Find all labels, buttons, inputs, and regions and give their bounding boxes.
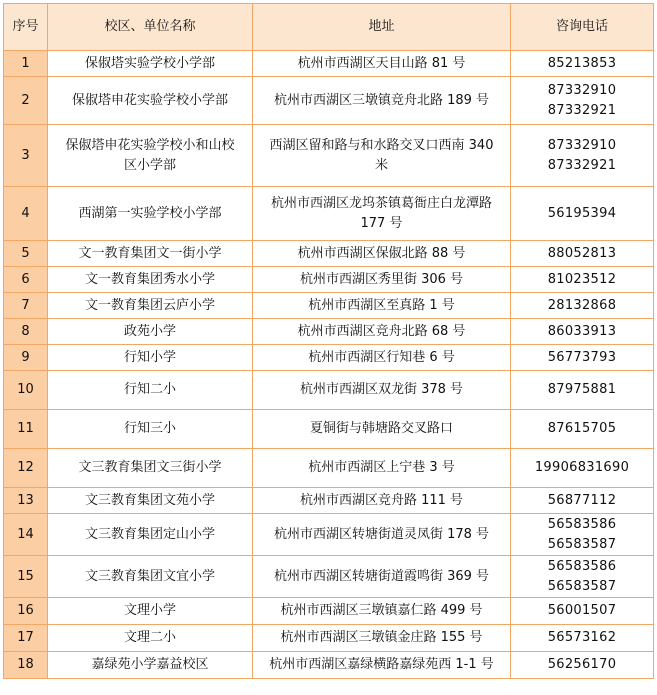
school-name-cell: [48, 241, 253, 267]
row-index: 10: [4, 371, 48, 410]
school-name-cell-line: 文一教育集团云庐小学: [84, 297, 215, 313]
address-cell-line: 杭州市西湖区行知巷 6 号: [308, 349, 455, 365]
school-name-cell-line: 文三教育集团文苑小学: [84, 492, 215, 508]
address-cell: [253, 625, 511, 652]
phone-cell: [511, 77, 654, 125]
phone-cell: [511, 241, 654, 267]
address-cell-line: 177 号: [360, 215, 403, 231]
address-cell-line: 杭州市西湖区秀里街 306 号: [299, 271, 464, 287]
address-cell-line: 杭州市西湖区嘉绿横路嘉绿苑西 1-1 号: [269, 657, 494, 672]
row-index: 13: [4, 488, 48, 514]
school-name-cell: [48, 345, 253, 371]
phone-cell-line: 28132868: [547, 297, 617, 313]
table-row: [4, 514, 654, 556]
address-cell: [253, 293, 511, 319]
row-index: 14: [4, 514, 48, 556]
phone-cell: [511, 449, 654, 488]
school-name-cell-line: 行知小学: [123, 349, 176, 365]
phone-cell: [511, 293, 654, 319]
address-cell: [253, 514, 511, 556]
address-cell: [253, 77, 511, 125]
phone-cell: [511, 652, 654, 679]
school-name-cell-line: 文理二小: [123, 630, 176, 645]
table-row: [4, 345, 654, 371]
school-name-cell-line: 保俶塔实验学校小学部: [84, 55, 215, 71]
address-cell-line: 杭州市西湖区转塘街道霞鸣街 369 号: [273, 568, 490, 584]
header-row: [4, 4, 654, 51]
phone-cell-line: 56877112: [547, 492, 617, 508]
table-row: [4, 293, 654, 319]
address-cell-line: 杭州市西湖区至真路 1 号: [308, 297, 455, 313]
address-cell: [253, 556, 511, 598]
school-name-cell-line: 保俶塔申花实验学校小和山校: [65, 137, 235, 153]
school-name-cell-line: 文一教育集团文一街小学: [78, 245, 222, 261]
row-index: 3: [4, 125, 48, 187]
row-index: 11: [4, 410, 48, 449]
school-name-cell-line: 行知三小: [123, 421, 176, 436]
school-name-cell: [48, 556, 253, 598]
phone-cell: [511, 125, 654, 187]
address-cell-line: 杭州市西湖区天目山路 81 号: [297, 55, 466, 71]
school-name-cell-line: 文三教育集团文三街小学: [78, 460, 222, 475]
phone-cell-line: 88052813: [547, 245, 617, 261]
table-row: [4, 51, 654, 77]
phone-cell: [511, 556, 654, 598]
row-index: 16: [4, 598, 48, 625]
school-contact-table: [3, 3, 654, 679]
phone-cell-line: 56583587: [547, 578, 617, 594]
school-name-cell-line: 政苑小学: [123, 323, 176, 339]
address-cell: [253, 652, 511, 679]
school-name-cell-line: 西湖第一实验学校小学部: [78, 205, 222, 221]
row-index: 12: [4, 449, 48, 488]
phone-cell: [511, 345, 654, 371]
row-index: 9: [4, 345, 48, 371]
table-row: [4, 241, 654, 267]
phone-cell: [511, 625, 654, 652]
table-row: [4, 556, 654, 598]
address-cell-line: 杭州市西湖区龙坞茶镇葛衙庄白龙潭路: [270, 195, 492, 211]
table-row: [4, 371, 654, 410]
school-name-cell-line: 嘉绿苑小学嘉益校区: [91, 657, 209, 672]
phone-cell-line: 86033913: [547, 323, 617, 339]
phone-cell: [511, 319, 654, 345]
header-school-name: 校区、单位名称: [48, 4, 253, 51]
row-index: 18: [4, 652, 48, 679]
address-cell-line: 杭州市西湖区三墩镇嘉仁路 499 号: [280, 603, 483, 618]
school-name-cell: [48, 125, 253, 187]
table-row: [4, 652, 654, 679]
phone-cell-line: 56583586: [547, 516, 617, 532]
school-name-cell: [48, 371, 253, 410]
address-cell: [253, 51, 511, 77]
address-cell-line: 西湖区留和路与和水路交叉口西南 340: [269, 137, 494, 153]
address-cell: [253, 125, 511, 187]
school-name-cell-line: 文三教育集团定山小学: [84, 526, 215, 542]
table-row: [4, 267, 654, 293]
school-name-cell: [48, 625, 253, 652]
school-name-cell: [48, 449, 253, 488]
phone-cell-line: 56583586: [547, 558, 617, 574]
table-row: [4, 598, 654, 625]
phone-cell: [511, 267, 654, 293]
row-index: 6: [4, 267, 48, 293]
address-cell-line: 杭州市西湖区竞舟北路 68 号: [297, 323, 466, 339]
row-index: 7: [4, 293, 48, 319]
address-cell-line: 杭州市西湖区竞舟路 111 号: [299, 492, 464, 508]
phone-cell: [511, 371, 654, 410]
table-row: [4, 625, 654, 652]
address-cell-line: 夏铜街与韩塘路交叉路口: [309, 421, 453, 436]
row-index: 17: [4, 625, 48, 652]
phone-cell-line: 56573162: [547, 630, 617, 645]
row-index: 1: [4, 51, 48, 77]
school-name-cell-line: 文一教育集团秀水小学: [84, 271, 215, 287]
table-row: [4, 77, 654, 125]
row-index: 15: [4, 556, 48, 598]
phone-cell-line: 87332910: [547, 137, 617, 153]
school-name-cell: [48, 598, 253, 625]
school-name-cell-line: 保俶塔申花实验学校小学部: [71, 92, 228, 108]
phone-cell-line: 87615705: [547, 421, 617, 436]
phone-cell: [511, 598, 654, 625]
phone-cell: [511, 410, 654, 449]
address-cell: [253, 241, 511, 267]
phone-cell-line: 87332921: [547, 102, 617, 118]
address-cell-line: 杭州市西湖区三墩镇金庄路 155 号: [280, 630, 483, 645]
phone-cell: [511, 514, 654, 556]
table-row: [4, 187, 654, 241]
phone-cell-line: 56001507: [547, 603, 617, 618]
school-name-cell: [48, 51, 253, 77]
school-name-cell: [48, 488, 253, 514]
table-row: [4, 125, 654, 187]
table-row: [4, 410, 654, 449]
school-name-cell: [48, 77, 253, 125]
table-row: [4, 319, 654, 345]
school-name-cell: [48, 652, 253, 679]
phone-cell: [511, 187, 654, 241]
address-cell-line: 杭州市西湖区双龙街 378 号: [299, 382, 464, 397]
row-index: 8: [4, 319, 48, 345]
row-index: 2: [4, 77, 48, 125]
school-name-cell: [48, 187, 253, 241]
school-name-cell-line: 区小学部: [123, 157, 176, 173]
school-name-cell-line: 文三教育集团文宜小学: [84, 568, 215, 584]
phone-cell-line: 87975881: [547, 382, 617, 397]
phone-cell: [511, 51, 654, 77]
address-cell: [253, 410, 511, 449]
school-name-cell: [48, 514, 253, 556]
address-cell: [253, 345, 511, 371]
address-cell: [253, 371, 511, 410]
table-row: [4, 488, 654, 514]
phone-cell-line: 56583587: [547, 536, 617, 552]
address-cell-line: 米: [374, 157, 388, 173]
address-cell: [253, 187, 511, 241]
address-cell: [253, 449, 511, 488]
address-cell-line: 杭州市西湖区保俶北路 88 号: [297, 245, 466, 261]
address-cell: [253, 267, 511, 293]
phone-cell-line: 87332910: [547, 82, 617, 98]
school-name-cell-line: 行知二小: [123, 382, 176, 397]
phone-cell: [511, 488, 654, 514]
school-name-cell: [48, 410, 253, 449]
school-name-cell-line: 文理小学: [123, 603, 176, 618]
table-row: [4, 449, 654, 488]
school-name-cell: [48, 267, 253, 293]
address-cell-line: 杭州市西湖区转塘街道灵凤街 178 号: [273, 526, 490, 542]
row-index: 5: [4, 241, 48, 267]
phone-cell-line: 85213853: [547, 55, 617, 71]
phone-cell-line: 87332921: [547, 157, 617, 173]
header-index: 序号: [4, 4, 48, 51]
school-name-cell: [48, 319, 253, 345]
address-cell: [253, 598, 511, 625]
address-cell: [253, 319, 511, 345]
address-cell-line: 杭州市西湖区上宁巷 3 号: [308, 460, 455, 475]
phone-cell-line: 81023512: [547, 271, 617, 287]
header-phone: 咨询电话: [511, 4, 654, 51]
phone-cell-line: 19906831690: [534, 460, 630, 475]
header-address: 地址: [253, 4, 511, 51]
row-index: 4: [4, 187, 48, 241]
table-body: [4, 51, 654, 679]
school-name-cell: [48, 293, 253, 319]
address-cell-line: 杭州市西湖区三墩镇竞舟北路 189 号: [273, 92, 490, 108]
phone-cell-line: 56773793: [547, 349, 617, 365]
phone-cell-line: 56195394: [547, 205, 617, 221]
address-cell: [253, 488, 511, 514]
phone-cell-line: 56256170: [547, 657, 617, 672]
